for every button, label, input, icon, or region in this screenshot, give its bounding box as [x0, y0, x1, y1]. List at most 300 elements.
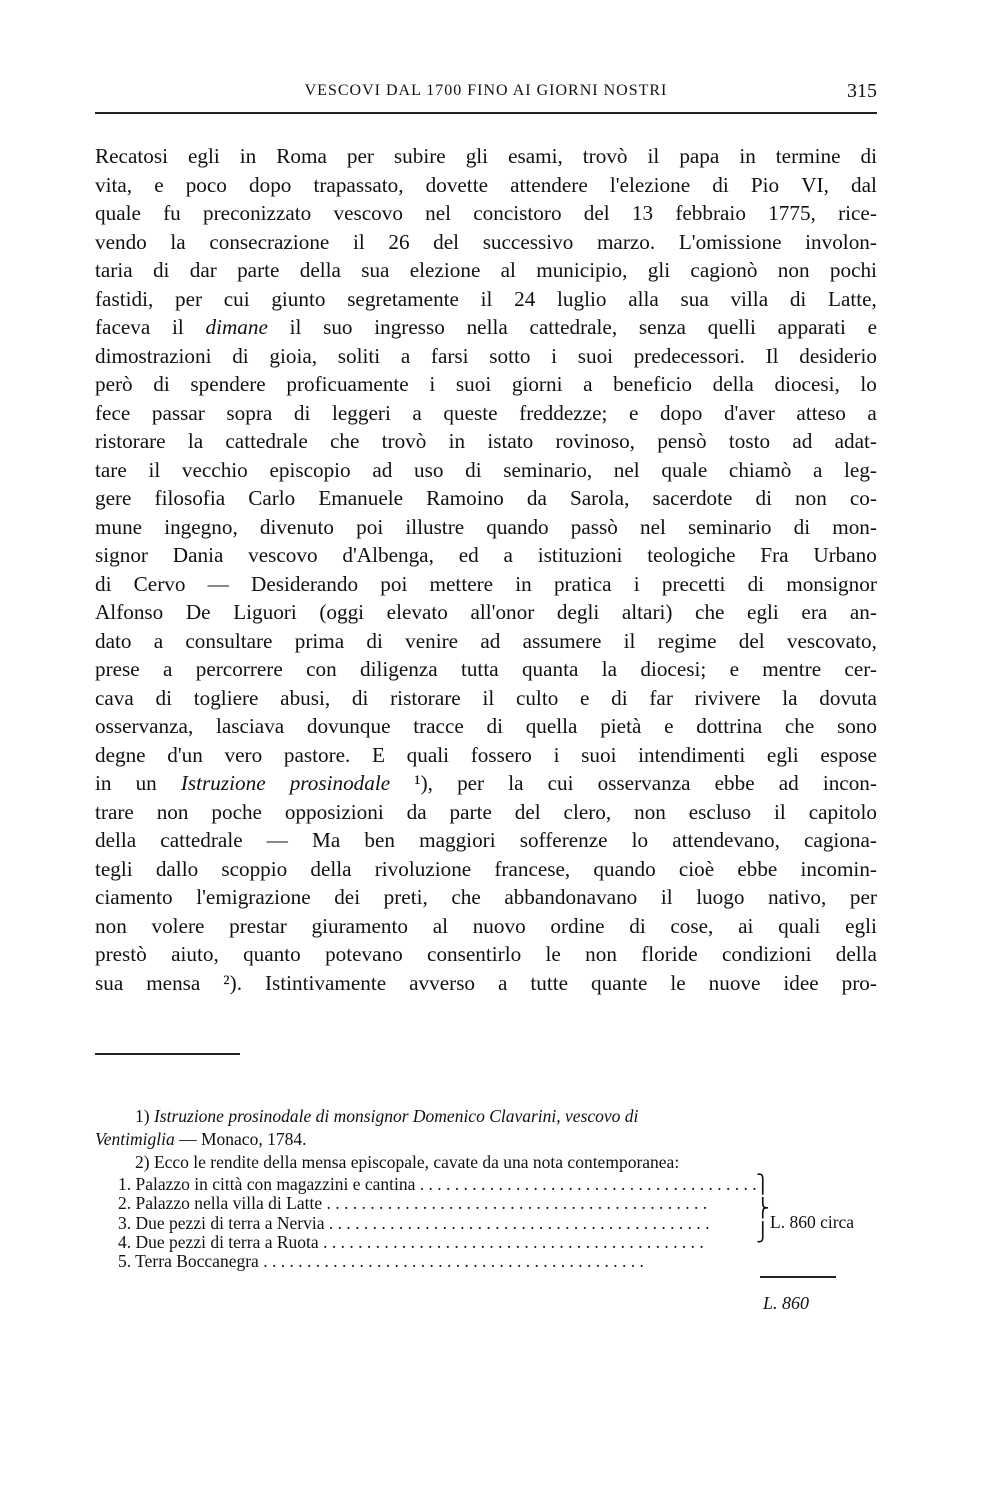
word: pratica — [553, 571, 612, 596]
word: un — [135, 771, 157, 795]
word: egli — [187, 144, 220, 168]
word: escluso — [688, 799, 752, 824]
word: egli — [845, 913, 877, 938]
word: tosto — [728, 429, 771, 453]
word: cattedrale — [160, 828, 243, 852]
word: vecchio — [181, 457, 248, 482]
word: apparati — [777, 315, 846, 339]
word: illustre — [405, 514, 465, 539]
word: marzo. — [596, 229, 656, 254]
word: nuove — [708, 970, 761, 995]
word: rivivere — [694, 685, 761, 710]
word: leggeri — [332, 400, 391, 425]
text-line — [95, 370, 877, 399]
word: osservanza — [597, 771, 691, 795]
word: cagionò — [690, 258, 758, 282]
word: il — [647, 144, 660, 168]
text-line — [95, 912, 877, 941]
word: il — [352, 229, 365, 254]
word: il — [623, 628, 636, 653]
word: trapassato, — [313, 172, 404, 197]
word: giorni — [511, 372, 563, 396]
word: pietà — [600, 714, 642, 738]
word: elezione — [409, 258, 481, 282]
word: a — [153, 628, 164, 653]
word: capitolo — [808, 799, 877, 824]
word: il — [171, 315, 184, 339]
word: a — [867, 400, 877, 425]
word: sotto — [489, 343, 531, 368]
text-line — [95, 342, 877, 371]
word: Pio — [750, 172, 780, 197]
text-line — [95, 655, 877, 684]
word: la — [601, 657, 618, 681]
word: vescovo — [248, 543, 318, 567]
word: espose — [820, 742, 877, 767]
word: prese — [95, 657, 140, 681]
word: di — [860, 144, 877, 168]
word: suoi — [581, 742, 617, 767]
word: Il — [765, 343, 779, 368]
word: quali — [778, 913, 821, 938]
word: atteso — [796, 400, 846, 425]
word: l'elezione — [609, 172, 691, 197]
word: Fra — [760, 543, 789, 567]
word: dopo — [249, 172, 292, 197]
word: luglio — [557, 286, 607, 311]
word: mentre — [762, 657, 822, 681]
word: elevato — [386, 600, 448, 624]
word: lasciava — [215, 714, 285, 738]
word: concistoro — [473, 201, 562, 225]
word: in — [739, 144, 756, 168]
word: abusi, — [280, 685, 331, 710]
word: di — [755, 486, 772, 510]
word: Roma — [276, 144, 327, 168]
word: e — [628, 400, 639, 425]
word: di — [366, 628, 383, 653]
word: Recatosi — [95, 144, 168, 168]
word: di — [712, 172, 729, 197]
word: a — [497, 970, 508, 995]
word: d'Albenga, — [342, 543, 434, 567]
word: E — [372, 742, 385, 767]
word: incomin- — [800, 856, 877, 881]
word: trare — [95, 799, 134, 824]
word: vendo — [95, 229, 147, 254]
word: far — [649, 685, 673, 710]
word: quanto — [243, 942, 301, 966]
word: parte — [237, 258, 280, 282]
word: ²). — [223, 970, 243, 995]
word: ad — [792, 429, 813, 453]
word: per — [346, 144, 374, 168]
word: Desiderando — [251, 571, 359, 596]
text-line — [95, 940, 877, 969]
word: mon- — [832, 514, 877, 539]
word: suoi — [455, 372, 492, 396]
header-rule — [95, 112, 877, 114]
text-line — [95, 855, 877, 884]
word: sacerdote — [652, 486, 733, 510]
word: seminario — [687, 514, 772, 539]
word: dopo — [659, 400, 703, 425]
word: la — [187, 429, 204, 453]
word: sofferenze — [519, 828, 608, 852]
text-line — [95, 427, 877, 456]
word: Dania — [172, 543, 224, 567]
text-line — [95, 798, 877, 827]
footnote-1-date: — Monaco, 1784. — [174, 1129, 307, 1149]
word: beneficio — [613, 372, 692, 396]
word: culto — [515, 685, 559, 710]
word: dei — [334, 885, 361, 909]
word: diligenza — [359, 657, 438, 681]
text-line — [95, 712, 877, 741]
word: seminario, — [503, 457, 593, 482]
word: consultare — [185, 628, 273, 653]
word: clero, — [563, 799, 612, 824]
word: di — [465, 457, 482, 482]
word: (oggi — [319, 600, 365, 624]
word: in — [515, 571, 532, 596]
word: vita, — [95, 172, 133, 197]
word: uso — [414, 457, 444, 482]
word: ebbe — [737, 856, 778, 881]
word: dato — [95, 628, 132, 653]
word: la — [782, 685, 798, 710]
word: diocesi, — [774, 372, 840, 396]
word: dimostrazioni — [95, 343, 212, 368]
word: successivo — [482, 229, 574, 254]
word: cui — [223, 286, 250, 311]
main-paragraph — [95, 142, 877, 997]
word: per — [457, 771, 485, 795]
word: cagiona- — [804, 828, 877, 852]
word: a — [583, 372, 593, 396]
word: queste — [443, 400, 498, 425]
word: nel — [613, 457, 640, 482]
word: non — [634, 799, 666, 824]
word: chiamò — [728, 457, 792, 482]
page-number: 315 — [847, 80, 877, 102]
text-line — [95, 399, 877, 428]
word: pensò — [657, 429, 707, 453]
word: giunto — [271, 286, 326, 311]
word: vescovato, — [786, 628, 877, 653]
word: del — [514, 799, 541, 824]
word: di — [293, 400, 311, 425]
word: rivoluzione — [374, 856, 472, 881]
word: spendere — [190, 372, 266, 396]
word: l'emigrazione — [196, 885, 311, 909]
word: non — [95, 913, 127, 938]
word: avverso — [409, 970, 476, 995]
word: della — [95, 828, 137, 852]
word: quelli — [707, 315, 756, 339]
word: 26 — [388, 229, 410, 254]
sum-value: L. 860 — [763, 1293, 810, 1313]
word: nuovo — [472, 913, 526, 938]
word: rovinoso, — [555, 429, 635, 453]
word: opposizioni — [284, 799, 384, 824]
word: ingresso — [374, 315, 445, 339]
word: Cervo — [133, 571, 186, 596]
word: incon- — [822, 771, 877, 795]
word: attendere — [510, 172, 588, 197]
word: in — [239, 144, 257, 168]
word: per — [849, 885, 877, 909]
word: del — [583, 201, 610, 225]
word: egli — [747, 600, 779, 624]
word: suoi — [577, 343, 614, 368]
text-line — [95, 741, 877, 770]
word: ristorare — [95, 429, 166, 453]
word: febbraio — [675, 201, 746, 225]
word: la — [508, 771, 524, 795]
word: di — [611, 685, 628, 710]
word: che — [451, 885, 481, 909]
word: consecrazione — [209, 229, 330, 254]
word: che — [329, 429, 360, 453]
word: monsignor — [786, 571, 877, 596]
text-line — [95, 541, 877, 570]
word: intendimenti — [638, 742, 746, 767]
word: di — [95, 571, 112, 596]
word: tegli — [95, 856, 133, 881]
word: i — [551, 343, 558, 368]
word: alla — [628, 286, 659, 311]
text-line — [95, 826, 877, 855]
word: preconizzato — [203, 201, 312, 225]
word: dar — [189, 258, 217, 282]
word: e — [154, 172, 164, 197]
word: era — [801, 600, 828, 624]
word: ristorare — [390, 685, 461, 710]
word: floride — [641, 942, 698, 966]
word: senza — [638, 315, 686, 339]
text-line — [95, 969, 877, 998]
word: quali — [406, 742, 450, 767]
word: non — [585, 942, 617, 966]
income-item: 2. Palazzo nella villa di Latte . . . — [118, 1194, 758, 1213]
word: non — [777, 258, 810, 282]
word: VI, — [801, 172, 829, 197]
word: idee — [783, 970, 819, 995]
word: gli — [647, 258, 671, 282]
page-header — [95, 80, 877, 106]
text-line — [95, 627, 877, 656]
word: in — [95, 771, 112, 795]
word: poche — [211, 799, 262, 824]
word: cer- — [844, 657, 877, 681]
word: da — [526, 486, 547, 510]
word: francese, — [494, 856, 571, 881]
word: prestar — [229, 913, 287, 938]
word: assumere — [522, 628, 602, 653]
text-line — [95, 456, 877, 485]
word: sua — [680, 286, 709, 311]
word: papa — [679, 144, 720, 168]
word: signor — [95, 543, 148, 567]
word: — — [266, 828, 288, 852]
text-line — [95, 313, 877, 342]
word: lo — [631, 828, 649, 852]
word: tutte — [530, 970, 569, 995]
word: cui — [547, 771, 574, 795]
word: non — [156, 799, 189, 824]
word: episcopio — [269, 457, 351, 482]
word: quella — [525, 714, 578, 738]
word: segretamente — [347, 286, 459, 311]
word: parte — [449, 799, 492, 824]
word: dottrina — [696, 714, 763, 738]
word: di — [629, 913, 646, 938]
income-list — [118, 1175, 758, 1271]
footnote-1-place: Ventimiglia — [95, 1129, 175, 1149]
word: le — [670, 970, 686, 995]
word: soliti — [337, 343, 381, 368]
word: fu — [163, 201, 181, 225]
text-line — [95, 256, 877, 285]
word: a — [503, 543, 513, 567]
word: termine — [775, 144, 841, 168]
word: della — [299, 258, 341, 282]
word: e — [729, 657, 739, 681]
word: i — [429, 372, 436, 396]
word: tracce — [413, 714, 464, 738]
word: poi — [380, 571, 408, 596]
income-item: 3. Due pezzi di terra a Nervia . . . — [118, 1214, 758, 1233]
income-item: 4. Due pezzi di terra a Ruota . . . — [118, 1233, 758, 1252]
word: lo — [860, 372, 877, 396]
word: rice- — [838, 201, 877, 225]
word: Liguori — [233, 600, 297, 624]
word: al — [432, 913, 448, 938]
text-line — [95, 513, 877, 542]
word: Ma — [312, 828, 341, 852]
word: abbandonavano — [504, 885, 638, 909]
word: mune — [95, 514, 143, 539]
word: a — [400, 343, 411, 368]
word: di — [793, 514, 811, 539]
word: poi — [356, 514, 384, 539]
word: altari) — [621, 600, 673, 624]
word: sua — [95, 970, 124, 995]
word: all'onor — [470, 600, 535, 624]
word: nativo, — [768, 885, 827, 909]
word: il — [148, 457, 161, 482]
word: Istintivamente — [264, 970, 387, 995]
word: condizioni — [722, 942, 812, 966]
word: passò — [570, 514, 618, 539]
word: il — [480, 286, 493, 311]
word: dimane — [205, 315, 268, 339]
word: di — [789, 286, 807, 311]
word: villa — [730, 286, 769, 311]
word: tutta — [460, 657, 499, 681]
text-line — [95, 228, 877, 257]
text-line — [95, 570, 877, 599]
word: aiuto, — [171, 942, 219, 966]
word: di — [152, 258, 170, 282]
word: leg- — [844, 457, 877, 482]
word: Carlo — [248, 486, 296, 510]
word: pochi — [829, 258, 877, 282]
text-line — [95, 684, 877, 713]
word: cose, — [670, 913, 714, 938]
footnote-1-number: 1) — [135, 1106, 154, 1126]
word: luogo — [696, 885, 745, 909]
word: il — [774, 799, 786, 824]
word: suo — [323, 315, 353, 339]
word: teologiche — [647, 543, 736, 567]
word: dovette — [425, 172, 488, 197]
word: dallo — [155, 856, 199, 881]
word: tare — [95, 457, 127, 482]
word: dovuta — [819, 685, 877, 710]
word: per — [174, 286, 203, 311]
word: ben — [364, 828, 395, 852]
word: nel — [425, 201, 452, 225]
word: di — [232, 343, 249, 368]
word: al — [500, 258, 516, 282]
word: venire — [405, 628, 459, 653]
word: prima — [294, 628, 345, 653]
word: co- — [849, 486, 877, 510]
word: d'un — [167, 742, 203, 767]
word: vero — [224, 742, 263, 767]
word: trovò — [582, 144, 628, 168]
word: della — [310, 856, 352, 881]
word: le — [545, 942, 561, 966]
footnote-1-continued — [95, 1128, 877, 1151]
word: cioè — [678, 856, 715, 881]
word: quando — [593, 856, 656, 881]
word: taria — [95, 258, 133, 282]
word: municipio, — [536, 258, 628, 282]
word: Alfonso — [95, 600, 164, 624]
word: Latte, — [828, 286, 877, 311]
word: gere — [95, 486, 132, 510]
word: togliere — [193, 685, 259, 710]
word: i — [633, 571, 640, 596]
word: fossero — [470, 742, 532, 767]
word: maggiori — [419, 828, 496, 852]
word: a — [412, 400, 422, 425]
income-item: 5. Terra Boccanegra . . . — [118, 1252, 758, 1271]
word: ebbe — [714, 771, 755, 795]
text-line — [95, 199, 877, 228]
word: divenuto — [259, 514, 335, 539]
word: il — [289, 315, 302, 339]
word: sopra — [226, 400, 273, 425]
word: istituzioni — [537, 543, 623, 567]
word: fastidi, — [95, 286, 154, 311]
word: nella — [466, 315, 508, 339]
word: la — [170, 229, 186, 254]
word: gioia, — [269, 343, 318, 368]
word: preti, — [383, 885, 428, 909]
word: pro- — [841, 970, 877, 995]
word: dal — [850, 172, 877, 197]
word: di — [351, 685, 369, 710]
word: 13 — [631, 201, 654, 225]
word: il — [660, 885, 673, 909]
word: di — [486, 714, 503, 738]
word: Urbano — [813, 543, 877, 567]
word: in — [448, 429, 466, 453]
